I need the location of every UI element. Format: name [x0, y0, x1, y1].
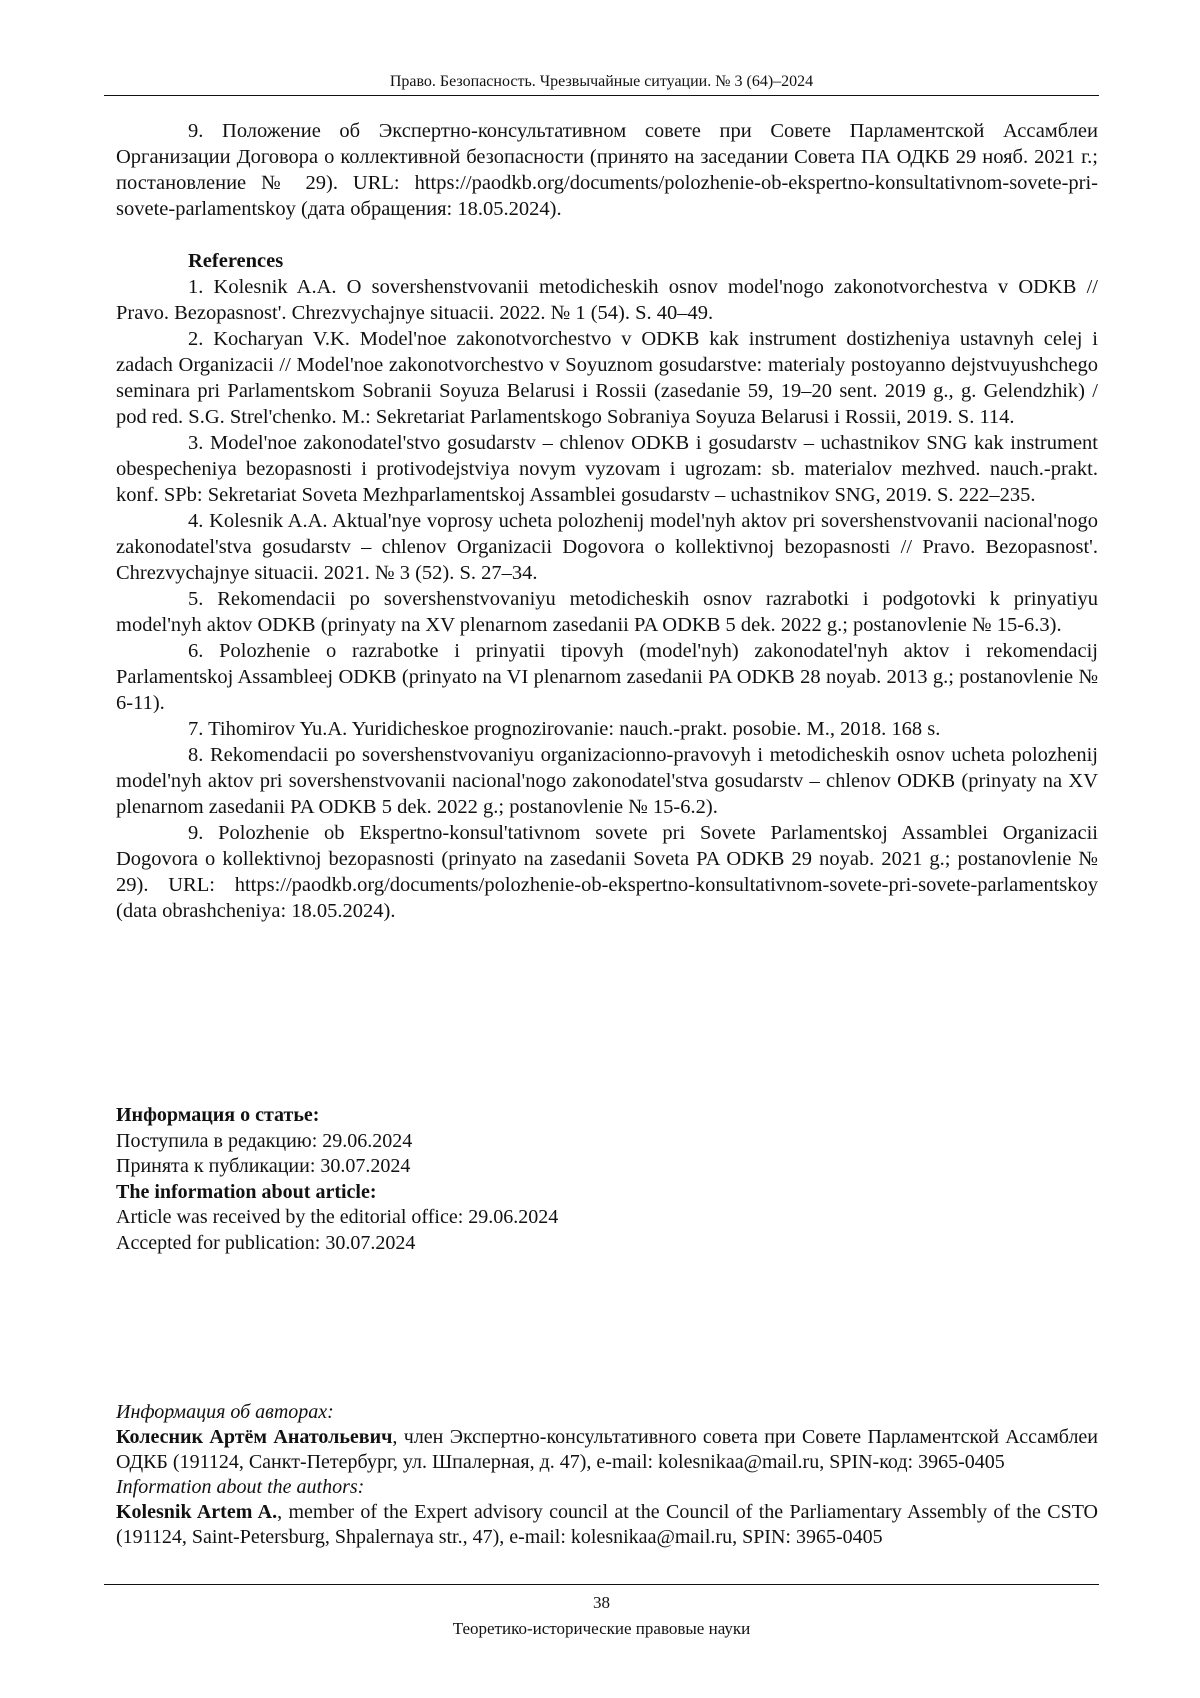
reference-item-4: 4. Kolesnik A.A. Aktual'nye voprosy ucheta polozhenij model'nyh aktov pri sovershenstvovanii nacional'nogo zakonodatel'stva gosudarstv – chlenov Organizacii Dogovora o kollektivnoj bezopasnosti // Pravo. Bezopasnost'. Chrezvychajnye situacii. 2021. № 3 (52). S. 27–34. — [116, 510, 1098, 584]
references-heading: References — [188, 250, 284, 272]
author-entry-en — [116, 1500, 1098, 1550]
author-details-en: , member of the Expert advisory council at the Council of the Parliamentary Assembly of the CSTO (191124, Saint-Petersburg, Shpalernaya str., 47), e-mail: kolesnikaa@mail.ru, SPIN: 3965-0405 — [116, 1501, 1098, 1548]
reference-item-9: 9. Polozhenie ob Ekspertno-konsul'tativnom sovete pri Sovete Parlamentskoj Assamblei Organizacii Dogovora o kollektivnoj bezopasnosti (prinyato na zasedanii Soveta PA ODKB 29 noyab. 2021 g.; postanovlenie № 29). URL: https://paodkb.org/documents/polozhenie-ob-ekspertno-konsultativnom-sovete-pri-sovete-parlamentskoy (data obrashcheniya: 18.05.2024). — [116, 822, 1098, 922]
author-name-ru: Колесник Артём Анатольевич — [116, 1426, 393, 1448]
footer-rule — [104, 1584, 1099, 1585]
header-rule — [104, 95, 1099, 96]
article-info-title-ru: Информация о статье: — [116, 1104, 320, 1126]
authors-info — [116, 1400, 1098, 1550]
journal-section: Теоретико-исторические правовые науки — [452, 1619, 751, 1638]
reference-item-3: 3. Model'noe zakonodatel'stvo gosudarstv – chlenov ODKB i gosudarstv – uchastnikov SNG kak instrument obespecheniya bezopasnosti i protivodejstviya novym vyzovam i ugrozam: sb. materialov mezhved. nauch.-prakt. konf. SPb: Sekretariat Soveta Mezhparlamentskoj Assamblei gosudarstv – uchastnikov SNG, 2019. S. 222–235. — [116, 432, 1098, 506]
main-content — [116, 118, 1098, 924]
authors-title-en: Information about the authors: — [116, 1476, 365, 1498]
reference-item-1: 1. Kolesnik A.A. O sovershenstvovanii metodicheskih osnov model'nogo zakonotvorchestva v ODKB // Pravo. Bezopasnost'. Chrezvychajnye situacii. 2022. № 1 (54). S. 40–49. — [116, 276, 1098, 324]
article-info — [116, 1103, 1098, 1256]
accepted-date-en: Accepted for publication: 30.07.2024 — [116, 1231, 416, 1254]
reference-item-5: 5. Rekomendacii po sovershenstvovaniyu metodicheskih osnov razrabotki i podgotovki k prinyatiyu model'nyh aktov ODKB (prinyaty na XV plenarnom zasedanii PA ODKB 5 dek. 2022 g.; postanovlenie № 15-6.3). — [116, 588, 1098, 636]
running-header: Право. Безопасность. Чрезвычайные ситуации. № 3 (64)–2024 — [389, 73, 814, 90]
received-date-ru: Поступила в редакцию: 29.06.2024 — [116, 1129, 413, 1152]
russian-reference-9: 9. Положение об Экспертно-консультативном совете при Совете Парламентской Ассамблеи Организации Договора о коллективной безопасности (принято на заседании Совета ПА ОДКБ 29 нояб. 2021 г.; постановление № 29). URL: https://paodkb.org/documents/polozhenie-ob-ekspertno-konsultativnom-sovete-pri-sovete-parlamentskoy (дата обращения: 18.05.2024). — [116, 120, 1098, 220]
article-info-title-en: The information about article: — [116, 1180, 377, 1203]
reference-item-6: 6. Polozhenie o razrabotke i prinyatii tipovyh (model'nyh) zakonodatel'nyh aktov i rekomendacij Parlamentskoj Assambleej ODKB (prinyato na VI plenarnom zasedanii PA ODKB 28 noyab. 2013 g.; postanovlenie № 6-11). — [116, 640, 1098, 714]
reference-item-8: 8. Rekomendacii po sovershenstvovaniyu organizacionno-pravovyh i metodicheskih osnov ucheta polozhenij model'nyh aktov pri sovershenstvovanii nacional'nogo zakonodatel'stva gosudarstv – chlenov ODKB (prinyaty na XV plenarnom zasedanii PA ODKB 5 dek. 2022 g.; postanovlenie № 15-6.2). — [116, 744, 1098, 818]
accepted-date-ru: Принята к публикации: 30.07.2024 — [116, 1155, 411, 1177]
author-name-en: Kolesnik Artem A. — [116, 1501, 278, 1523]
author-entry-ru — [116, 1425, 1098, 1475]
reference-item-7: 7. Tihomirov Yu.A. Yuridicheskoe prognozirovanie: nauch.-prakt. posobie. M., 2018. 168 s. — [188, 718, 941, 740]
reference-item-2: 2. Kocharyan V.K. Model'noe zakonotvorchestvo v ODKB kak instrument dostizheniya ustavnyh celej i zadach Organizacii // Model'noe zakonotvorchestvo v Soyuznom gosudarstve: materialy postoyanno dejstvuyushchego seminara pri Parlamentskom Sobranii Soyuza Belarusi i Rossii (zasedanie 59, 19–20 sent. 2019 g., g. Gelendzhik) / pod red. S.G. Strel'chenko. M.: Sekretariat Parlamentskogo Sobraniya Soyuza Belarusi i Rossii, 2019. S. 114. — [116, 328, 1098, 428]
author-details-ru: , член Экспертно-консультативного совета при Совете Парламентской Ассамблеи ОДКБ (191124, Санкт-Петербург, ул. Шпалерная, д. 47), e-mail: kolesnikaa@mail.ru, SPIN-код: 3965-0405 — [116, 1426, 1099, 1473]
received-date-en: Article was received by the editorial office: 29.06.2024 — [116, 1206, 559, 1228]
page-number: 38 — [593, 1593, 610, 1612]
authors-title-ru: Информация об авторах: — [116, 1401, 334, 1423]
